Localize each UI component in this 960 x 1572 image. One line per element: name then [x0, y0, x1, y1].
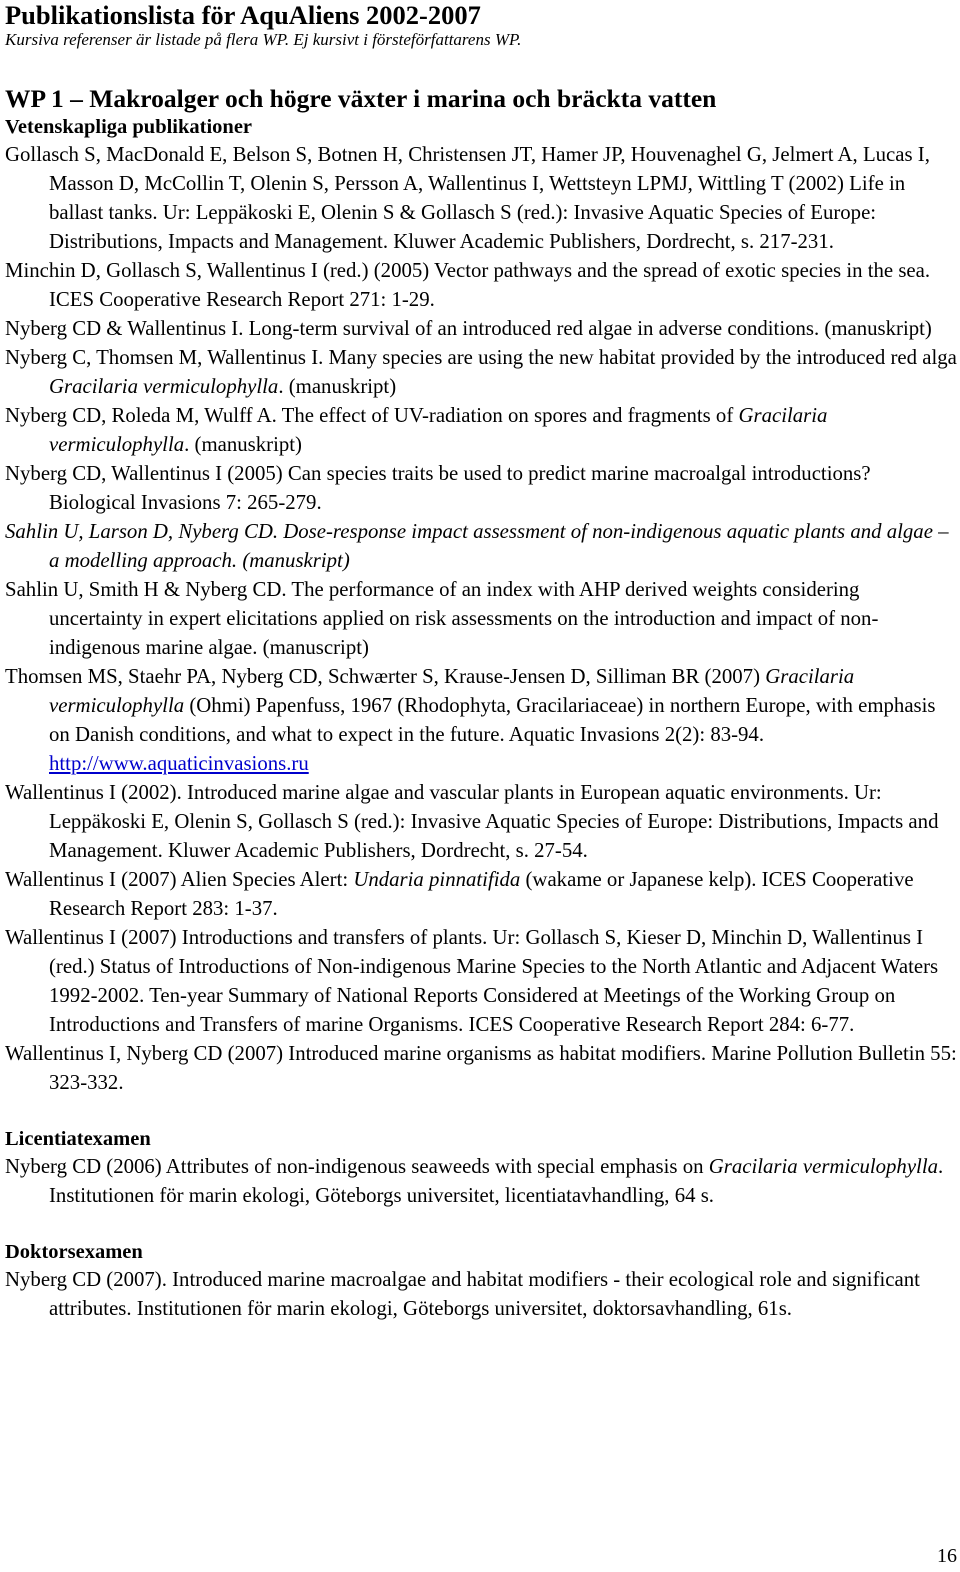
reference-text: Thomsen MS, Staehr PA, Nyberg CD, Schwærter S, Krause-Jensen D, Silliman BR (2007): [5, 665, 766, 688]
reference-text: Minchin D, Gollasch S, Wallentinus I (red.) (2005) Vector pathways and the spread of exotic species in the sea. ICES Cooperative Research Report 271: 1-29.: [5, 259, 931, 311]
reference-text: Nyberg CD, Roleda M, Wulff A. The effect of UV-radiation on spores and fragments of: [5, 404, 739, 427]
reference-text: (Ohmi) Papenfuss, 1967 (Rhodophyta, Gracilariaceae) in northern Europe, with emphasis on Danish conditions, and what to expect in the future. Aquatic Invasions 2(2): 83-94.: [49, 694, 936, 746]
reference-entry: [5, 662, 957, 778]
reference-italic-text: Gracilaria vermiculophylla: [49, 404, 828, 456]
reference-list: [5, 140, 957, 1097]
reference-text: Nyberg C, Thomsen M, Wallentinus I. Many species are using the new habitat provided by the introduced red alga: [5, 346, 957, 369]
reference-text: (wakame or Japanese kelp). ICES Cooperative Research Report 283: 1-37.: [49, 868, 914, 920]
document-page: [5, 0, 957, 1323]
reference-italic-text: Gracilaria vermiculophylla: [708, 1155, 939, 1178]
reference-entry: [5, 923, 957, 1039]
reference-entry: [5, 575, 957, 662]
reference-text: Nyberg CD (2007). Introduced marine macroalgae and habitat modifiers - their ecological role and significant attributes. Institutionen för marin ekologi, Göteborgs universitet, doktorsavhandling, 61s.: [5, 1268, 920, 1320]
reference-text: Nyberg CD, Wallentinus I (2005) Can species traits be used to predict marine macroalgal introductions? Biological Invasions 7: 265-279.: [5, 462, 871, 514]
reference-entry: [5, 140, 957, 256]
reference-italic-text: Undaria pinnatifida: [353, 868, 521, 891]
doctorate-reference-list: [5, 1265, 957, 1323]
reference-text: . (manuskript): [278, 375, 397, 398]
reference-entry: [5, 1039, 957, 1097]
reference-text: Wallentinus I (2002). Introduced marine algae and vascular plants in European aquatic environments. Ur: Leppäkoski E, Olenin S, Gollasch S (red.): Invasive Aquatic Species of Europe: Distributions, Impacts and Management. Kluwer Academic Publishers, Dordrecht, s. 27-54.: [5, 781, 939, 862]
reference-entry: [5, 314, 957, 343]
scientific-publications-heading: Vetenskapliga publikationer: [5, 116, 253, 138]
reference-italic-text: Gracilaria vermiculophylla: [49, 375, 279, 398]
document-subtitle: Kursiva referenser är listade på flera WP. Ej kursivt i försteförfattarens WP.: [5, 30, 522, 49]
reference-text: . Institutionen för marin ekologi, Göteborgs universitet, licentiatavhandling, 64 s.: [49, 1155, 944, 1207]
reference-text: Nyberg CD (2006) Attributes of non-indigenous seaweeds with special emphasis on: [5, 1155, 709, 1178]
reference-text: Nyberg CD & Wallentinus I. Long-term survival of an introduced red algae in adverse conditions. (manuskript): [5, 317, 932, 340]
reference-entry: [5, 1265, 957, 1323]
reference-entry: [5, 401, 957, 459]
reference-text: Gollasch S, MacDonald E, Belson S, Botnen H, Christensen JT, Hamer JP, Houvenaghel G, Jelmert A, Lucas I, Masson D, McCollin T, Olenin S, Persson A, Wallentinus I, Wettsteyn LPMJ, Wittling T (2002) Life in ballast tanks. Ur: Leppäkoski E, Olenin S & Gollasch S (red.): Invasive Aquatic Species of Europe: Distributions, Impacts and Management. Kluwer Academic Publishers, Dordrecht, s. 217-231.: [5, 143, 930, 253]
licentiate-heading: Licentiatexamen: [5, 1128, 151, 1150]
reference-text: Wallentinus I (2007) Alien Species Alert:: [5, 868, 354, 891]
wp1-heading: WP 1 – Makroalger och högre växter i marina och bräckta vatten: [5, 84, 717, 113]
reference-text: Wallentinus I, Nyberg CD (2007) Introduced marine organisms as habitat modifiers. Marine Pollution Bulletin 55: 323-332.: [5, 1042, 957, 1094]
reference-italic-text: Gracilaria vermiculophylla: [49, 665, 855, 717]
licentiate-reference-list: [5, 1152, 957, 1210]
reference-text: Sahlin U, Smith H & Nyberg CD. The performance of an index with AHP derived weights considering uncertainty in expert elicitations applied on risk assessments on the introduction and impact of non-indigenous marine algae. (manuscript): [5, 578, 879, 659]
page-number: 16: [937, 1545, 957, 1567]
reference-link[interactable]: http://www.aquaticinvasions.ru: [49, 752, 309, 775]
reference-entry: [5, 517, 957, 575]
reference-text: . (manuskript): [184, 433, 302, 456]
reference-text: Wallentinus I (2007) Introductions and transfers of plants. Ur: Gollasch S, Kieser D, Minchin D, Wallentinus I (red.) Status of Introductions of Non-indigenous Marine Species to the North Atlantic and Adjacent Waters 1992-2002. Ten-year Summary of National Reports Considered at Meetings of the Working Group on Introductions and Transfers of marine Organisms. ICES Cooperative Research Report 284: 6-77.: [5, 926, 939, 1036]
document-title: Publikationslista för AquAliens 2002-2007: [5, 0, 481, 30]
reference-entry: [5, 778, 957, 865]
doctorate-heading: Doktorsexamen: [5, 1241, 143, 1263]
reference-entry: [5, 459, 957, 517]
reference-entry: [5, 256, 957, 314]
reference-entry: [5, 865, 957, 923]
reference-entry: [5, 1152, 957, 1210]
reference-italic-text: Sahlin U, Larson D, Nyberg CD. Dose-response impact assessment of non-indigenous aquatic plants and algae – a modelling approach. (manuskript): [5, 520, 949, 572]
reference-entry: [5, 343, 957, 401]
